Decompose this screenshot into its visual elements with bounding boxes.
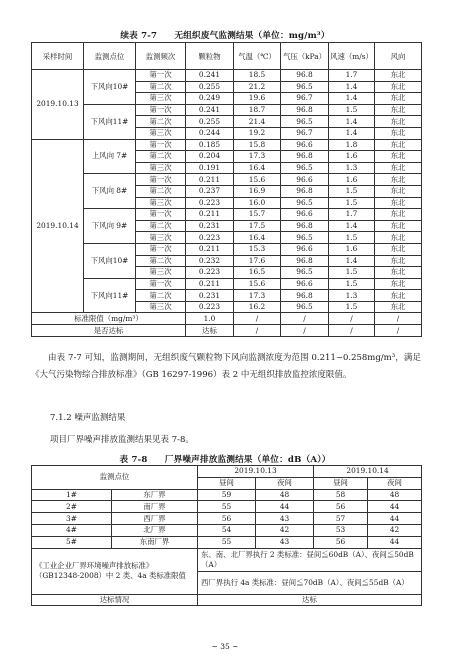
compliance-value-cell: 达标 bbox=[198, 594, 422, 606]
frequency-cell: 第三次 bbox=[136, 301, 186, 313]
day-value-cell: 55 bbox=[198, 501, 256, 513]
standard-limit-row-value: 1.0 bbox=[186, 313, 234, 325]
day-value-cell: 55 bbox=[198, 536, 256, 548]
standard-row-1 bbox=[32, 548, 422, 571]
table-row bbox=[32, 524, 422, 536]
pressure-cell: 96.7 bbox=[281, 93, 329, 105]
night-value-cell: 44 bbox=[368, 501, 422, 513]
table1-header-row bbox=[32, 43, 422, 70]
wind-direction-cell: 东北 bbox=[375, 197, 422, 209]
wind-speed-cell: 1.5 bbox=[329, 278, 375, 290]
wind-direction-cell: 东北 bbox=[375, 278, 422, 290]
frequency-cell: 第三次 bbox=[136, 162, 186, 174]
wind-direction-cell: 东北 bbox=[375, 70, 422, 82]
point-number-cell: 4# bbox=[32, 524, 112, 536]
particulate-cell: 0.191 bbox=[186, 162, 234, 174]
wind-speed-cell: 1.4 bbox=[329, 220, 375, 232]
wind-direction-cell: 东北 bbox=[375, 220, 422, 232]
boundary-name-cell: 南厂界 bbox=[112, 501, 198, 513]
wind-direction-cell: 东北 bbox=[375, 255, 422, 267]
temperature-cell: 17.3 bbox=[234, 151, 281, 163]
wind-direction-cell: 东北 bbox=[375, 139, 422, 151]
header-wind-speed: 风速（m/s） bbox=[329, 43, 375, 70]
compliance-row-label: 是否达标 bbox=[32, 325, 186, 337]
analysis-paragraph: 由表 7-7 可知，监测期间，无组织废气颗粒物下风向监测浓度为范围 0.211~0.258mg/m³，满足《大气污染物综合排放标准》（GB 16297-1996）表 2 中无组织排放监控浓度限值。 bbox=[31, 353, 421, 380]
standard-limit-row-value: / bbox=[234, 313, 281, 325]
day-value-cell: 56 bbox=[314, 536, 368, 548]
sampling-date-cell: 2019.10.14 bbox=[32, 139, 84, 313]
particulate-cell: 0.241 bbox=[186, 104, 234, 116]
particulate-cell: 0.231 bbox=[186, 290, 234, 302]
temperature-cell: 21.4 bbox=[234, 116, 281, 128]
frequency-cell: 第一次 bbox=[136, 243, 186, 255]
pressure-cell: 96.8 bbox=[281, 185, 329, 197]
wind-speed-cell: 1.5 bbox=[329, 232, 375, 244]
table-row bbox=[32, 501, 422, 513]
header-day-2: 昼间 bbox=[314, 477, 368, 489]
pressure-cell: 96.6 bbox=[281, 209, 329, 221]
pressure-cell: 96.5 bbox=[281, 162, 329, 174]
pressure-cell: 96.5 bbox=[281, 81, 329, 93]
wind-direction-cell: 东北 bbox=[375, 267, 422, 279]
frequency-cell: 第二次 bbox=[136, 185, 186, 197]
table2-caption-title: 厂界噪声排放监测结果（单位：dB（A）） bbox=[164, 455, 331, 465]
wind-speed-cell: 1.4 bbox=[329, 81, 375, 93]
pressure-cell: 96.8 bbox=[281, 70, 329, 82]
night-value-cell: 42 bbox=[256, 524, 314, 536]
temperature-cell: 15.6 bbox=[234, 174, 281, 186]
particulate-cell: 0.223 bbox=[186, 301, 234, 313]
section-heading: 7.1.2 噪声监测结果 bbox=[50, 413, 126, 423]
monitoring-point-cell: 下风向10# bbox=[84, 70, 136, 105]
wind-speed-cell: 1.7 bbox=[329, 70, 375, 82]
temperature-cell: 15.6 bbox=[234, 278, 281, 290]
wind-speed-cell: 1.7 bbox=[329, 209, 375, 221]
wind-speed-cell: 1.5 bbox=[329, 104, 375, 116]
frequency-cell: 第一次 bbox=[136, 278, 186, 290]
boundary-name-cell: 北厂界 bbox=[112, 524, 198, 536]
header-wind-direction: 风向 bbox=[375, 43, 422, 70]
table1-caption-title: 无组织废气监测结果（单位：mg/m³） bbox=[174, 31, 330, 41]
frequency-cell: 第三次 bbox=[136, 232, 186, 244]
night-value-cell: 48 bbox=[256, 489, 314, 501]
wind-direction-cell: 东北 bbox=[375, 185, 422, 197]
pressure-cell: 96.6 bbox=[281, 278, 329, 290]
intro-sentence: 项目厂界噪声排放监测结果见表 7-8。 bbox=[50, 435, 194, 445]
table-row bbox=[32, 174, 422, 186]
noise-table bbox=[31, 465, 422, 606]
wind-speed-cell: 1.3 bbox=[329, 162, 375, 174]
wind-speed-cell: 1.5 bbox=[329, 197, 375, 209]
pressure-cell: 96.6 bbox=[281, 139, 329, 151]
frequency-cell: 第一次 bbox=[136, 139, 186, 151]
day-value-cell: 53 bbox=[314, 524, 368, 536]
temperature-cell: 15.7 bbox=[234, 209, 281, 221]
temperature-cell: 15.8 bbox=[234, 139, 281, 151]
pressure-cell: 96.5 bbox=[281, 197, 329, 209]
particulate-cell: 0.249 bbox=[186, 93, 234, 105]
wind-speed-cell: 1.6 bbox=[329, 151, 375, 163]
pressure-cell: 96.6 bbox=[281, 174, 329, 186]
particulate-cell: 0.211 bbox=[186, 209, 234, 221]
frequency-cell: 第三次 bbox=[136, 127, 186, 139]
day-value-cell: 56 bbox=[314, 501, 368, 513]
wind-speed-cell: 1.6 bbox=[329, 243, 375, 255]
frequency-cell: 第二次 bbox=[136, 81, 186, 93]
temperature-cell: 15.3 bbox=[234, 243, 281, 255]
wind-direction-cell: 东北 bbox=[375, 104, 422, 116]
particulate-cell: 0.211 bbox=[186, 174, 234, 186]
wind-direction-cell: 东北 bbox=[375, 93, 422, 105]
pressure-cell: 96.8 bbox=[281, 104, 329, 116]
particulate-cell: 0.232 bbox=[186, 255, 234, 267]
temperature-cell: 16.5 bbox=[234, 267, 281, 279]
particulate-cell: 0.223 bbox=[186, 197, 234, 209]
monitoring-point-cell: 上风向 7# bbox=[84, 139, 136, 174]
wind-direction-cell: 东北 bbox=[375, 232, 422, 244]
point-number-cell: 3# bbox=[32, 513, 112, 525]
night-value-cell: 43 bbox=[256, 536, 314, 548]
frequency-cell: 第三次 bbox=[136, 93, 186, 105]
wind-direction-cell: 东北 bbox=[375, 81, 422, 93]
temperature-cell: 17.5 bbox=[234, 220, 281, 232]
table-row bbox=[32, 243, 422, 255]
table-row bbox=[32, 513, 422, 525]
night-value-cell: 48 bbox=[368, 489, 422, 501]
particulate-cell: 0.237 bbox=[186, 185, 234, 197]
pressure-cell: 96.7 bbox=[281, 127, 329, 139]
frequency-cell: 第二次 bbox=[136, 151, 186, 163]
standard-class-4a-cell: 西厂界执行 4a 类标准：昼间≦70dB（A）、夜间≦55dB（A） bbox=[198, 571, 422, 594]
day-value-cell: 56 bbox=[198, 513, 256, 525]
pressure-cell: 96.5 bbox=[281, 301, 329, 313]
compliance-label-cell: 达标情况 bbox=[32, 594, 198, 606]
night-value-cell: 44 bbox=[256, 501, 314, 513]
particulate-cell: 0.255 bbox=[186, 81, 234, 93]
temperature-cell: 16.0 bbox=[234, 197, 281, 209]
temperature-cell: 16.9 bbox=[234, 185, 281, 197]
point-number-cell: 5# bbox=[32, 536, 112, 548]
pressure-cell: 96.5 bbox=[281, 116, 329, 128]
header-frequency: 监测频次 bbox=[136, 43, 186, 70]
particulate-cell: 0.223 bbox=[186, 232, 234, 244]
particulate-cell: 0.204 bbox=[186, 151, 234, 163]
table2-caption-number: 表 7-8 bbox=[119, 455, 148, 465]
point-number-cell: 2# bbox=[32, 501, 112, 513]
frequency-cell: 第一次 bbox=[136, 104, 186, 116]
table1-caption-number: 续表 7-7 bbox=[120, 31, 158, 41]
standard-limit-row bbox=[32, 313, 422, 325]
wind-direction-cell: 东北 bbox=[375, 162, 422, 174]
temperature-cell: 16.2 bbox=[234, 301, 281, 313]
standard-label-cell: 《工业企业厂界环境噪声排放标准》（GB12348-2008）中 2 类、4a 类标准限值 bbox=[32, 548, 198, 594]
standard-limit-row-label: 标准限值（mg/m³） bbox=[32, 313, 186, 325]
frequency-cell: 第三次 bbox=[136, 267, 186, 279]
temperature-cell: 16.4 bbox=[234, 162, 281, 174]
table-row bbox=[32, 278, 422, 290]
frequency-cell: 第二次 bbox=[136, 220, 186, 232]
wind-speed-cell: 1.4 bbox=[329, 93, 375, 105]
temperature-cell: 18.7 bbox=[234, 104, 281, 116]
frequency-cell: 第三次 bbox=[136, 197, 186, 209]
table2-header-row-1 bbox=[32, 466, 422, 478]
pressure-cell: 96.6 bbox=[281, 243, 329, 255]
table-row bbox=[32, 139, 422, 151]
header-day-1: 昼间 bbox=[198, 477, 256, 489]
header-night-2: 夜间 bbox=[368, 477, 422, 489]
boundary-name-cell: 西厂界 bbox=[112, 513, 198, 525]
day-value-cell: 54 bbox=[198, 524, 256, 536]
temperature-cell: 19.6 bbox=[234, 93, 281, 105]
particulate-cell: 0.241 bbox=[186, 70, 234, 82]
wind-direction-cell: 东北 bbox=[375, 209, 422, 221]
header-pressure: 气压（kPa） bbox=[281, 43, 329, 70]
pressure-cell: 96.8 bbox=[281, 151, 329, 163]
table2-caption bbox=[0, 453, 450, 465]
pressure-cell: 96.5 bbox=[281, 267, 329, 279]
temperature-cell: 18.5 bbox=[234, 70, 281, 82]
night-value-cell: 44 bbox=[368, 513, 422, 525]
wind-speed-cell: 1.3 bbox=[329, 290, 375, 302]
table-row bbox=[32, 536, 422, 548]
monitoring-point-cell: 下风向11# bbox=[84, 278, 136, 313]
wind-direction-cell: 东北 bbox=[375, 301, 422, 313]
boundary-name-cell: 东南厂界 bbox=[112, 536, 198, 548]
compliance-row-value: / bbox=[375, 325, 422, 337]
header-date-2: 2019.10.14 bbox=[314, 466, 422, 478]
particulate-cell: 0.255 bbox=[186, 116, 234, 128]
header-particulate: 颗粒物 bbox=[186, 43, 234, 70]
sampling-date-cell: 2019.10.13 bbox=[32, 70, 84, 140]
particulate-cell: 0.211 bbox=[186, 243, 234, 255]
wind-direction-cell: 东北 bbox=[375, 174, 422, 186]
page-number: ~ 35 ~ bbox=[211, 642, 239, 651]
day-value-cell: 57 bbox=[314, 513, 368, 525]
wind-direction-cell: 东北 bbox=[375, 116, 422, 128]
day-value-cell: 58 bbox=[314, 489, 368, 501]
header-noise-point: 监测点位 bbox=[32, 466, 198, 490]
compliance-row-value: / bbox=[234, 325, 281, 337]
wind-direction-cell: 东北 bbox=[375, 151, 422, 163]
particulate-cell: 0.211 bbox=[186, 278, 234, 290]
standard-limit-row-value: / bbox=[329, 313, 375, 325]
header-sampling-time: 采样时间 bbox=[32, 43, 84, 70]
frequency-cell: 第二次 bbox=[136, 116, 186, 128]
night-value-cell: 43 bbox=[256, 513, 314, 525]
wind-speed-cell: 1.5 bbox=[329, 301, 375, 313]
point-number-cell: 1# bbox=[32, 489, 112, 501]
frequency-cell: 第一次 bbox=[136, 174, 186, 186]
table-row bbox=[32, 104, 422, 116]
wind-speed-cell: 1.4 bbox=[329, 116, 375, 128]
wind-speed-cell: 1.5 bbox=[329, 267, 375, 279]
table-row bbox=[32, 70, 422, 82]
night-value-cell: 42 bbox=[368, 524, 422, 536]
compliance-row bbox=[32, 325, 422, 337]
monitoring-point-cell: 下风向 9# bbox=[84, 209, 136, 244]
header-monitoring-point: 监测点位 bbox=[84, 43, 136, 70]
monitoring-point-cell: 下风向10# bbox=[84, 243, 136, 278]
compliance-row-value: / bbox=[329, 325, 375, 337]
temperature-cell: 16.4 bbox=[234, 232, 281, 244]
particulate-cell: 0.185 bbox=[186, 139, 234, 151]
wind-speed-cell: 1.4 bbox=[329, 127, 375, 139]
temperature-cell: 17.6 bbox=[234, 255, 281, 267]
wind-speed-cell: 1.5 bbox=[329, 185, 375, 197]
pressure-cell: 96.8 bbox=[281, 290, 329, 302]
monitoring-point-cell: 下风向 8# bbox=[84, 174, 136, 209]
header-temperature: 气温（℃） bbox=[234, 43, 281, 70]
particulate-cell: 0.231 bbox=[186, 220, 234, 232]
particulate-cell: 0.223 bbox=[186, 267, 234, 279]
noise-compliance-row bbox=[32, 594, 422, 606]
exhaust-gas-table bbox=[31, 42, 422, 337]
temperature-cell: 21.2 bbox=[234, 81, 281, 93]
compliance-row-value: / bbox=[281, 325, 329, 337]
temperature-cell: 17.3 bbox=[234, 290, 281, 302]
frequency-cell: 第二次 bbox=[136, 290, 186, 302]
header-date-1: 2019.10.13 bbox=[198, 466, 314, 478]
wind-speed-cell: 1.4 bbox=[329, 255, 375, 267]
table-row bbox=[32, 209, 422, 221]
standard-limit-row-value: / bbox=[281, 313, 329, 325]
night-value-cell: 44 bbox=[368, 536, 422, 548]
temperature-cell: 19.2 bbox=[234, 127, 281, 139]
monitoring-point-cell: 下风向11# bbox=[84, 104, 136, 139]
frequency-cell: 第一次 bbox=[136, 209, 186, 221]
boundary-name-cell: 东厂界 bbox=[112, 489, 198, 501]
pressure-cell: 96.8 bbox=[281, 255, 329, 267]
standard-class-2-cell: 东、南、北厂界执行 2 类标准：昼间≦60dB（A）、夜间≦50dB（A） bbox=[198, 548, 422, 571]
standard-limit-row-value: / bbox=[375, 313, 422, 325]
wind-direction-cell: 东北 bbox=[375, 243, 422, 255]
pressure-cell: 96.8 bbox=[281, 220, 329, 232]
wind-speed-cell: 1.8 bbox=[329, 139, 375, 151]
wind-speed-cell: 1.6 bbox=[329, 174, 375, 186]
particulate-cell: 0.244 bbox=[186, 127, 234, 139]
header-night-1: 夜间 bbox=[256, 477, 314, 489]
table1-caption bbox=[0, 29, 450, 41]
compliance-row-value: 达标 bbox=[186, 325, 234, 337]
wind-direction-cell: 东北 bbox=[375, 127, 422, 139]
frequency-cell: 第一次 bbox=[136, 70, 186, 82]
day-value-cell: 59 bbox=[198, 489, 256, 501]
table-row bbox=[32, 489, 422, 501]
pressure-cell: 96.5 bbox=[281, 232, 329, 244]
wind-direction-cell: 东北 bbox=[375, 290, 422, 302]
frequency-cell: 第二次 bbox=[136, 255, 186, 267]
